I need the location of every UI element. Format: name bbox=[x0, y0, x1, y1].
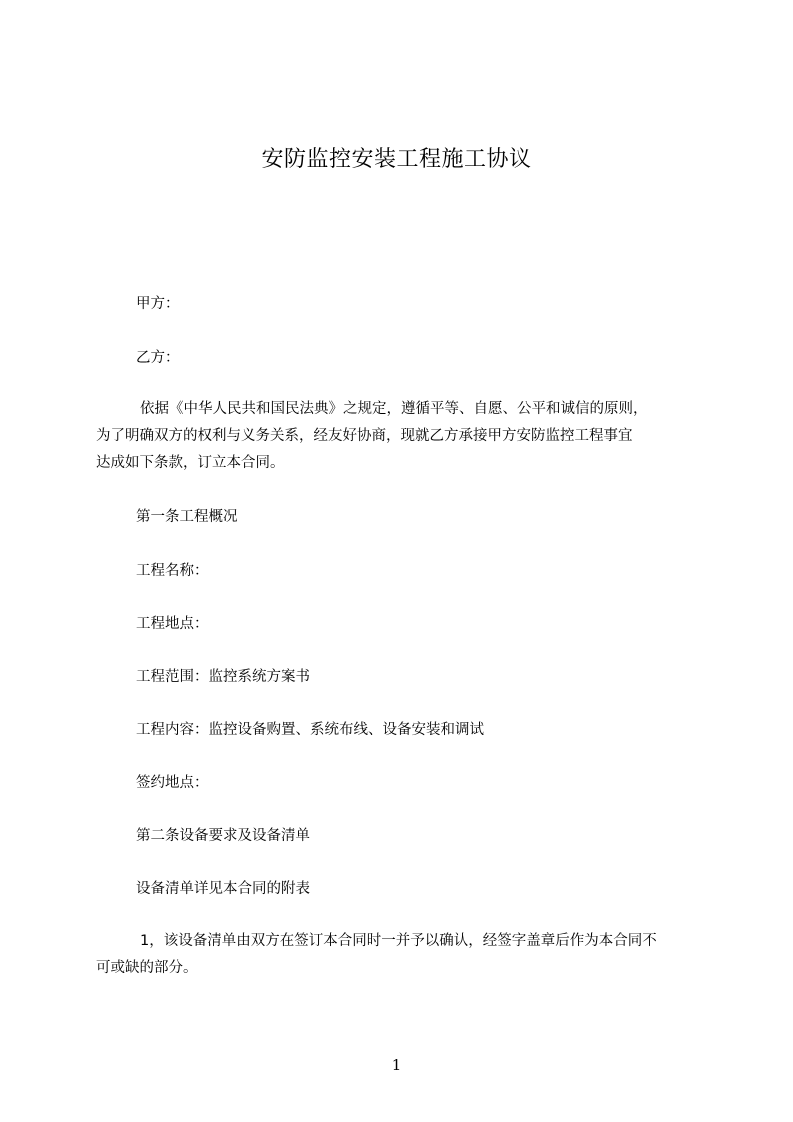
intro-line-2: 为了明确双方的权利与义务关系，经友好协商，现就乙方承接甲方安防监控工程事宜 bbox=[96, 428, 633, 444]
party-b-label: 乙方： bbox=[136, 350, 180, 366]
clause-1-line-2: 可或缺的部分。 bbox=[96, 960, 198, 976]
document-title: 安防监控安装工程施工协议 bbox=[261, 147, 532, 172]
project-location-field: 工程地点： bbox=[136, 616, 209, 632]
intro-line-1: 依据《中华人民共和国民法典》之规定，遵循平等、自愿、公平和诚信的原则， bbox=[140, 401, 648, 417]
intro-line-3: 达成如下条款，订立本合同。 bbox=[96, 455, 285, 471]
project-content-field: 工程内容：监控设备购置、系统布线、设备安装和调试 bbox=[136, 722, 484, 738]
project-name-field: 工程名称： bbox=[136, 563, 209, 579]
article-2-heading: 第二条设备要求及设备清单 bbox=[136, 828, 310, 844]
signing-location-field: 签约地点： bbox=[136, 775, 209, 791]
equipment-note: 设备清单详见本合同的附表 bbox=[136, 881, 310, 897]
clause-1-paragraph bbox=[96, 928, 716, 982]
page-number: 1 bbox=[391, 1056, 402, 1074]
intro-paragraph bbox=[96, 396, 716, 477]
clause-1-line-1: 1，该设备清单由双方在签订本合同时一并予以确认，经签字盖章后作为本合同不 bbox=[140, 933, 657, 949]
party-a-label: 甲方： bbox=[136, 296, 180, 312]
article-1-heading: 第一条工程概况 bbox=[136, 509, 238, 525]
project-scope-field: 工程范围：监控系统方案书 bbox=[136, 669, 310, 685]
